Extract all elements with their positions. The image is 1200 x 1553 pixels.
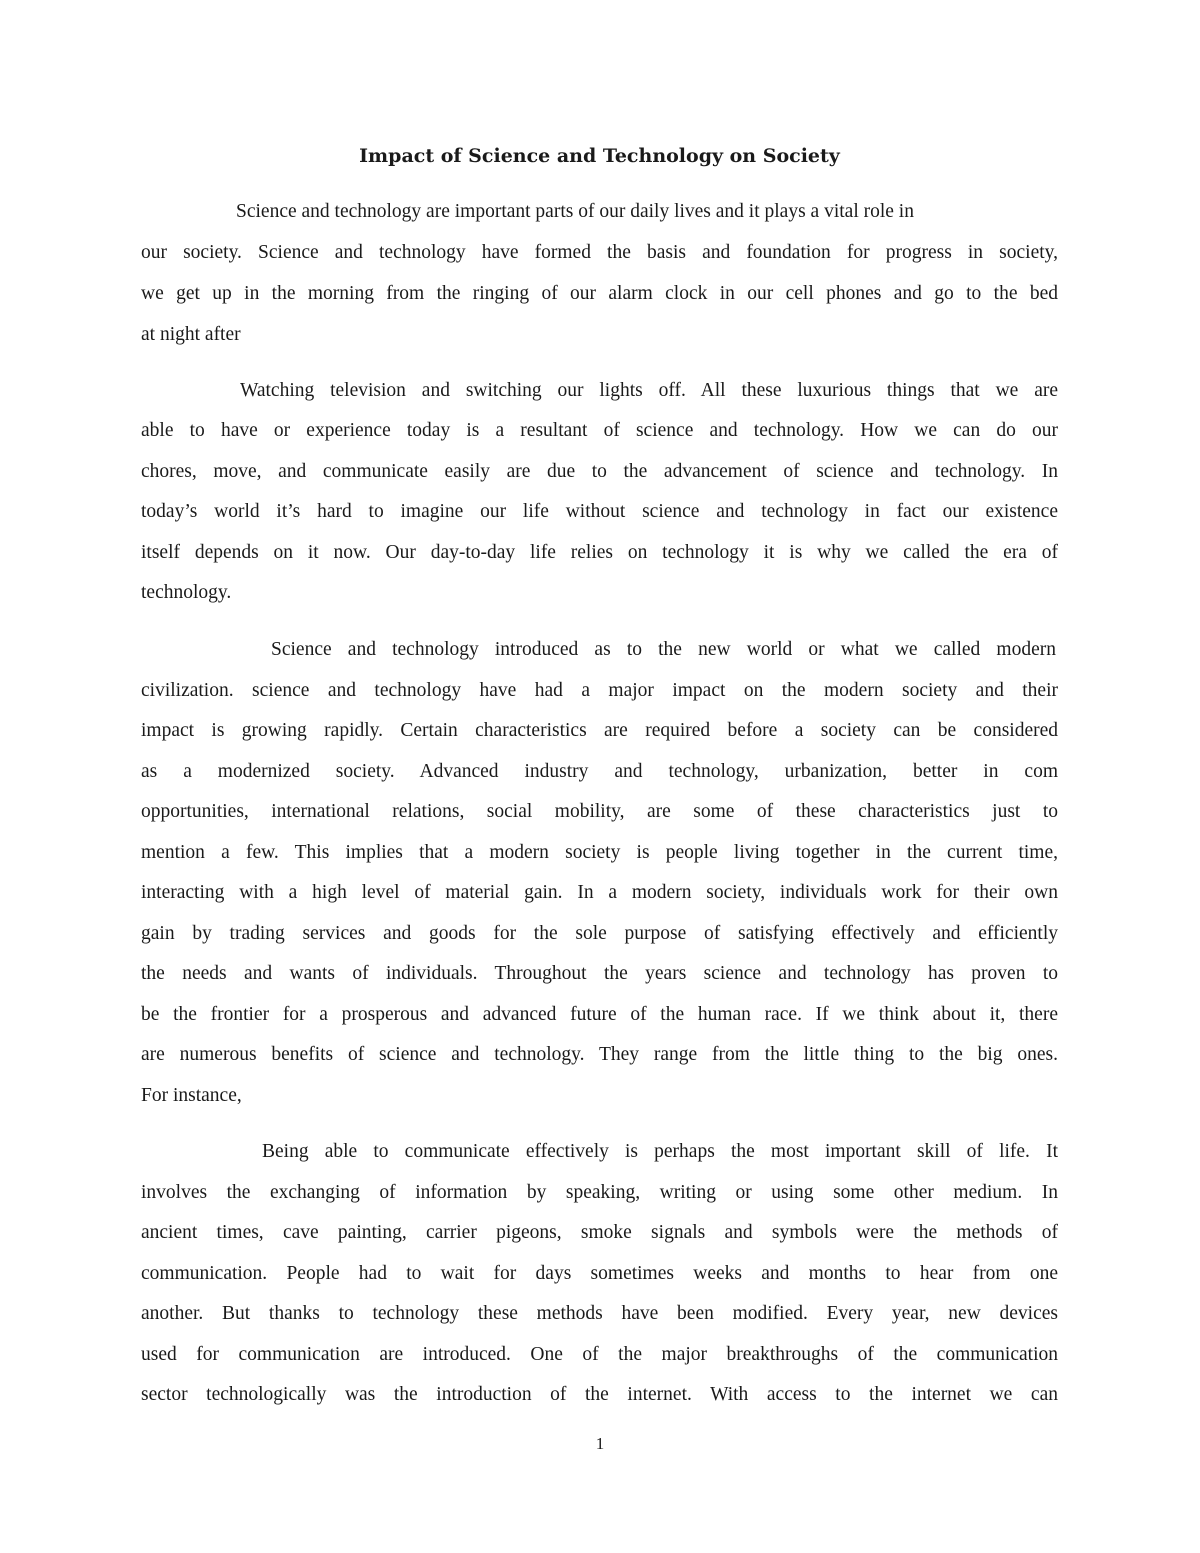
paragraph-line: involves the exchanging of information by speaking, writing or using some other medium. In [141,1182,1058,1203]
paragraph-line: mention a few. This implies that a modern society is people living together in the current time, [141,842,1058,863]
paragraph-line: another. But thanks to technology these methods have been modified. Every year, new devices [141,1303,1058,1324]
paragraph-line: itself depends on it now. Our day-to-day life relies on technology it is why we called the era of [141,542,1058,563]
paragraph-line: Science and technology introduced as to the new world or what we called modern [271,639,1056,660]
paragraph-line: communication. People had to wait for days sometimes weeks and months to hear from one [141,1263,1058,1284]
paragraph-line: able to have or experience today is a resultant of science and technology. How we can do our [141,420,1058,441]
paragraph-line: chores, move, and communicate easily are due to the advancement of science and technology. In [141,461,1058,482]
page-title: Impact of Science and Technology on Society [359,145,840,167]
paragraph-line: used for communication are introduced. One of the major breakthroughs of the communication [141,1344,1058,1365]
paragraph-line: the needs and wants of individuals. Throughout the years science and technology has proven to [141,963,1058,984]
paragraph-line: For instance, [141,1085,242,1106]
paragraph-line: today’s world it’s hard to imagine our life without science and technology in fact our existence [141,501,1058,522]
paragraph-line: we get up in the morning from the ringing of our alarm clock in our cell phones and go to the bed [141,283,1058,304]
paragraph-line: ancient times, cave painting, carrier pigeons, smoke signals and symbols were the methods of [141,1222,1058,1243]
paragraph-line: gain by trading services and goods for the sole purpose of satisfying effectively and efficiently [141,923,1058,944]
paragraph-line: opportunities, international relations, social mobility, are some of these characteristics just to [141,801,1058,822]
paragraph-line: sector technologically was the introduction of the internet. With access to the internet we can [141,1384,1058,1405]
paragraph-line: our society. Science and technology have formed the basis and foundation for progress in society, [141,242,1058,263]
paragraph-line: impact is growing rapidly. Certain characteristics are required before a society can be considered [141,720,1058,741]
paragraph-line: as a modernized society. Advanced industry and technology, urbanization, better in com [141,761,1058,782]
paragraph-line: at night after [141,324,241,345]
paragraph-line: technology. [141,582,232,603]
paragraph-line: are numerous benefits of science and technology. They range from the little thing to the big ones. [141,1044,1058,1065]
page-number: 1 [595,1434,605,1453]
paragraph-line: interacting with a high level of material gain. In a modern society, individuals work for their own [141,882,1058,903]
paragraph-line: Watching television and switching our lights off. All these luxurious things that we are [240,380,1058,401]
paragraph-line: be the frontier for a prosperous and advanced future of the human race. If we think about it, there [141,1004,1058,1025]
paragraph-line: civilization. science and technology have had a major impact on the modern society and their [141,680,1058,701]
paragraph-line: Science and technology are important parts of our daily lives and it plays a vital role in [236,201,914,222]
paragraph-line: Being able to communicate effectively is perhaps the most important skill of life. It [262,1141,1058,1162]
